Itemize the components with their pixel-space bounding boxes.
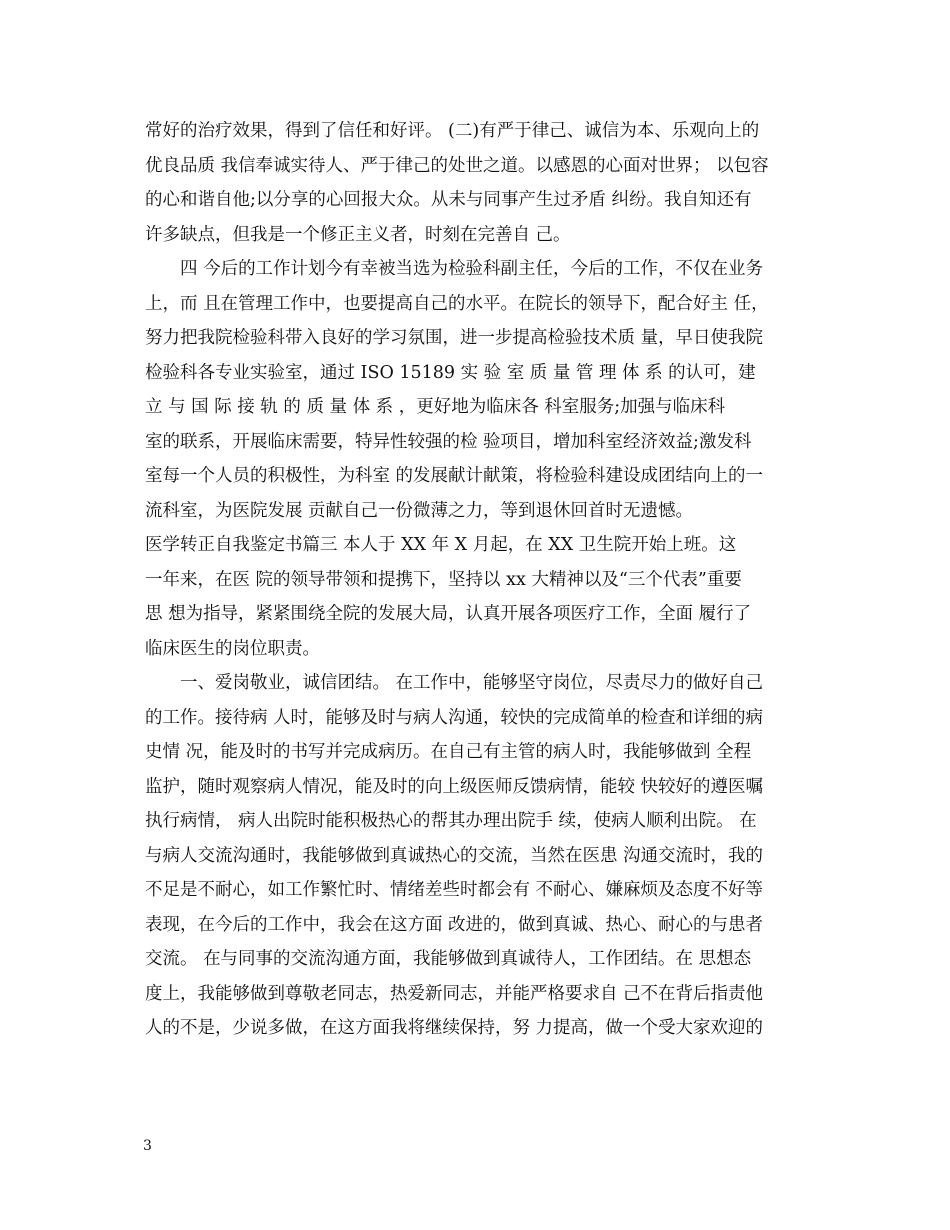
text-line: 执行病情， 病人出院时能积极热心的帮其办理出院手 续，使病人顺利出院。 在: [145, 811, 757, 831]
text-line: 监护，随时观察病人情况，能及时的向上级医师反馈病情，能较 快较好的遵医嘱: [145, 776, 764, 797]
text-line: 交流。 在与同事的交流沟通方面，我能够做到真诚待人，工作团结。在 思想态: [145, 949, 752, 969]
text-line: 人的不是，少说多做，在这方面我将继续保持，努 力提高，做一个受大家欢迎的: [145, 1018, 764, 1038]
text-line: 四 今后的工作计划今有幸被当选为检验科副主任，今后的工作，不仅在业务: [180, 259, 764, 279]
text-line: 许多缺点，但我是一个修正主义者，时刻在完善自 己。: [145, 224, 571, 245]
text-line: 的工作。接待病 人时，能够及时与病人沟通，较快的完成简单的检查和详细的病: [145, 707, 764, 728]
text-line: 与病人交流沟通时，我能够做到真诚热心的交流，当然在医患 沟通交流时，我的: [145, 845, 764, 866]
text-line: 的心和谐自他;以分享的心回报大众。从未与同事产生过矛盾 纠纷。我自知还有: [145, 190, 752, 210]
text-line: 一、爱岗敬业，诚信团结。 在工作中，能够坚守岗位，尽责尽力的做好自己: [180, 673, 764, 693]
text-line: 医学转正自我鉴定书篇三 本人于 XX 年 X 月起，在 XX 卫生院开始上班。这: [145, 535, 737, 555]
text-line: 史情 况，能及时的书写并完成病历。在自己有主管的病人时，我能够做到 全程: [145, 742, 752, 762]
text-line: 常好的治疗效果，得到了信任和好评。 (二)有严于律己、诚信为本、乐观向上的: [145, 121, 760, 141]
text-line: 努力把我院检验科带入良好的学习氛围，进一步提高检验技术质 量，早日使我院: [145, 328, 764, 348]
page-number: 3: [143, 1138, 152, 1154]
text-line: 优良品质 我信奉诚实待人、严于律己的处世之道。以感恩的心面对世界； 以包容: [145, 155, 769, 176]
text-line: 流科室，为医院发展 贡献自己一份微薄之力，等到退休回首时无遗憾。: [145, 500, 694, 521]
text-line: 表现，在今后的工作中，我会在这方面 改进的，做到真诚、热心、耐心的与患者: [145, 914, 764, 935]
text-line: 临床医生的岗位职责。: [145, 638, 320, 659]
text-line: 不足是不耐心，如工作繁忙时、情绪差些时都会有 不耐心、嫌麻烦及态度不好等: [145, 880, 764, 900]
text-line: 上，而 且在管理工作中，也要提高自己的水平。在院长的领导下，配合好主 任，: [145, 293, 769, 314]
text-line: 检验科各专业实验室，通过 ISO 15189 实 验 室 质 量 管 理 体 系 的认可，建: [145, 362, 756, 383]
text-line: 度上，我能够做到尊敬老同志，热爱新同志，并能严格要求自 己不在背后指责他: [145, 983, 764, 1004]
document-body: [145, 114, 809, 1046]
text-line: 思 想为指导，紧紧围绕全院的发展大局，认真开展各项医疗工作，全面 履行了: [145, 604, 752, 624]
text-line: 室每一个人员的积极性，为科室 的发展献计献策，将检验科建设成团结向上的一: [145, 466, 764, 486]
text-line: 立 与 国 际 接 轨 的 质 量 体 系 ，更好地为临床各 科室服务;加强与临床科: [145, 397, 726, 417]
text-line: 一年来，在医 院的领导带领和提携下，坚持以 xx 大精神以及“三个代表”重要: [145, 569, 742, 590]
text-line: 室的联系，开展临床需要，特异性较强的检 验项目，增加科室经济效益;激发科: [145, 431, 752, 452]
